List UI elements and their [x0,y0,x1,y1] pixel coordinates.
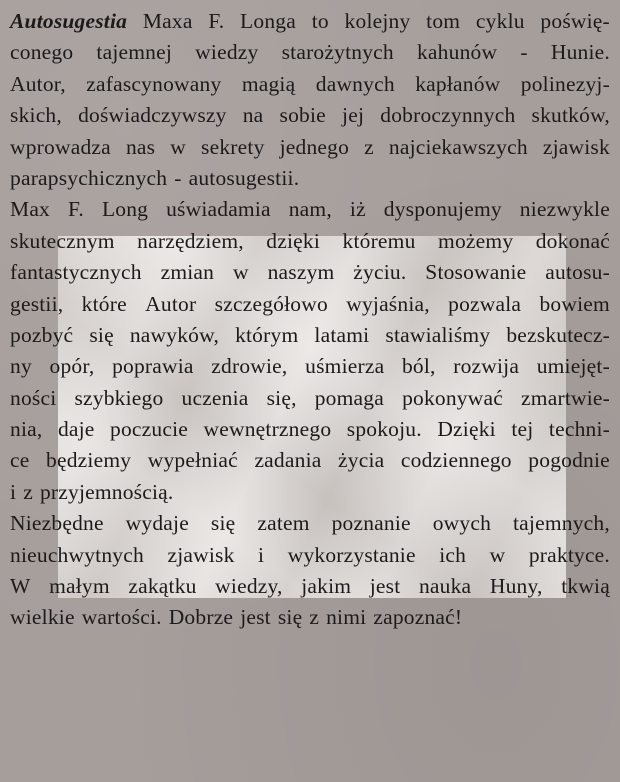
word: jednego [279,134,350,159]
word: się [277,605,303,630]
paragraph [10,6,610,194]
word: - [174,165,182,190]
word: spokoju. [346,417,422,442]
word: ce [10,448,30,473]
word: skutków, [531,103,610,128]
text-line [10,508,610,539]
word: tkwią [561,574,610,599]
word: autosu- [545,260,610,285]
word: latami [314,322,370,347]
word: zafascynowany [86,71,222,96]
word: polinezyj- [520,71,610,96]
word: umiejęt- [536,354,610,379]
word: nas [125,134,156,159]
word: na [242,103,264,128]
word: F. [208,9,225,33]
word: zakątku [128,574,197,599]
word: się, [266,385,297,410]
word: sekrety [201,134,265,159]
word: narzędziem, [137,228,244,253]
word: w [170,134,186,159]
text-line [10,383,610,414]
word: wypełniać [147,448,238,473]
word: zjawisk [167,542,235,567]
word: starożytnych [281,40,394,65]
word: cyklu [475,9,525,33]
word: którym [235,322,299,347]
word: tajemnej [96,40,173,65]
word: najciekawszych [388,134,528,159]
word: uśmierza [305,354,385,379]
word: niezwykle [519,197,610,222]
word: zatem [257,511,310,536]
word: zjawisk [542,134,610,159]
text-line [10,414,610,445]
word: wiedzy, [215,574,283,599]
word: zdrowie, [211,354,288,379]
word: w [489,542,506,567]
word: ności [10,385,57,410]
text-line [10,351,610,382]
word: skich, [10,103,62,128]
word: małym [49,574,110,599]
text-line [10,320,610,351]
word: wykorzystanie [287,542,416,567]
word: poczucie [110,417,189,442]
word: uświadamia [166,197,271,222]
word: wartości. [81,605,162,630]
word: fantastycznych [10,260,142,285]
word: poświę- [540,9,610,33]
text-line [10,132,610,163]
word: i [10,479,17,504]
word: Long [101,197,149,222]
word: gestii, [10,291,64,316]
word: bowiem [539,291,610,316]
word: jest [240,605,271,630]
word: opór, [49,354,95,379]
word: w [232,260,249,285]
word: daje [57,417,95,442]
word: dysponujemy [383,197,502,222]
word: skutecznym [10,228,115,253]
text-line [10,163,610,194]
word: będziemy [46,448,132,473]
word: z [309,605,320,630]
word: nimi [326,605,367,630]
word: Autor, [10,71,66,96]
word: tom [426,9,461,33]
word: sobie [279,103,326,128]
word: Huny, [489,574,543,599]
word: zapoznać! [373,605,463,630]
word: tej [511,417,534,442]
word: uczenia [181,385,249,410]
word: ich [439,542,467,567]
word: to [311,9,329,33]
word: W [10,574,31,599]
word: Longa [240,9,296,33]
word: dawnych [315,71,395,96]
word: dobroczynnych [380,103,516,128]
word: iż [349,197,366,222]
word: przyjemnością. [39,479,174,504]
word: zadania [254,448,322,473]
text-line [10,37,610,68]
word: życia [338,448,385,473]
text-line [10,445,610,476]
text-line [10,257,610,288]
text-line [10,6,610,37]
word: wewnętrznego [203,417,332,442]
text-line [10,571,610,602]
word: dokonać [535,228,610,253]
word: nawyków, [129,322,220,347]
word: rozwija [453,354,520,379]
word: pokonywać [402,385,503,410]
word: kahunów [416,40,498,65]
word: nauka [418,574,472,599]
word: się [210,511,236,536]
word: poznanie [331,511,411,536]
word: wiedzy [195,40,259,65]
word: Dobrze [168,605,234,630]
text-line [10,100,610,131]
word: któremu [342,228,416,253]
word: Hunie. [550,40,610,65]
word: parapsychicznych [10,165,168,190]
paragraph [10,508,610,634]
word: conego [10,40,74,65]
word: które [81,291,127,316]
word: doświadczywszy [78,103,227,128]
text-line [10,194,610,225]
word: zmian [160,260,215,285]
blurb-text [10,6,610,634]
word: pozwala [448,291,522,316]
word: pozbyć [10,322,74,347]
text-line [10,226,610,257]
word: ból, [401,354,436,379]
word: zmartwie- [521,385,610,410]
word: Max [10,197,51,222]
word: pogodnie [528,448,610,473]
word: naszym [267,260,335,285]
word: tajemnych, [513,511,610,536]
word: dzięki [266,228,321,253]
word: jej [342,103,365,128]
word: techni- [548,417,610,442]
word: Autor [145,291,197,316]
word: pomaga [314,385,384,410]
word: owych [432,511,492,536]
word: szybkiego [74,385,164,410]
word: F. [67,197,84,222]
word: się [89,322,114,347]
word: wprowadza [10,134,111,159]
word: z [23,479,33,504]
word: Niezbędne [10,511,104,536]
text-line [10,289,610,320]
text-line [10,602,610,633]
word: życiu. [353,260,407,285]
word: Maxa [142,9,193,33]
word: codziennego [400,448,512,473]
word: kolejny [344,9,411,33]
word: Dzięki [437,417,496,442]
word: Autosugestia [10,9,128,33]
word: praktyce. [528,542,610,567]
word: magią [241,71,296,96]
word: jakim [301,574,352,599]
word: ny [10,354,32,379]
word: wydaje [125,511,189,536]
text-line [10,540,610,571]
word: nieuchwytnych [10,542,144,567]
word: - [520,40,528,65]
text-line [10,69,610,100]
word: wielkie [10,605,75,630]
word: nam, [288,197,332,222]
word: wyjaśnia, [346,291,430,316]
word: Stosowanie [425,260,527,285]
word: autosugestii. [188,165,300,190]
word: możemy [438,228,514,253]
word: i [258,542,265,567]
text-line [10,477,610,508]
word: bezskutecz- [506,322,610,347]
word: nia, [10,417,43,442]
word: poprawia [112,354,194,379]
word: szczegółowo [214,291,328,316]
word: jest [369,574,401,599]
paragraph [10,194,610,508]
word: z [364,134,374,159]
word: kapłanów [415,71,501,96]
word: stawialiśmy [385,322,491,347]
